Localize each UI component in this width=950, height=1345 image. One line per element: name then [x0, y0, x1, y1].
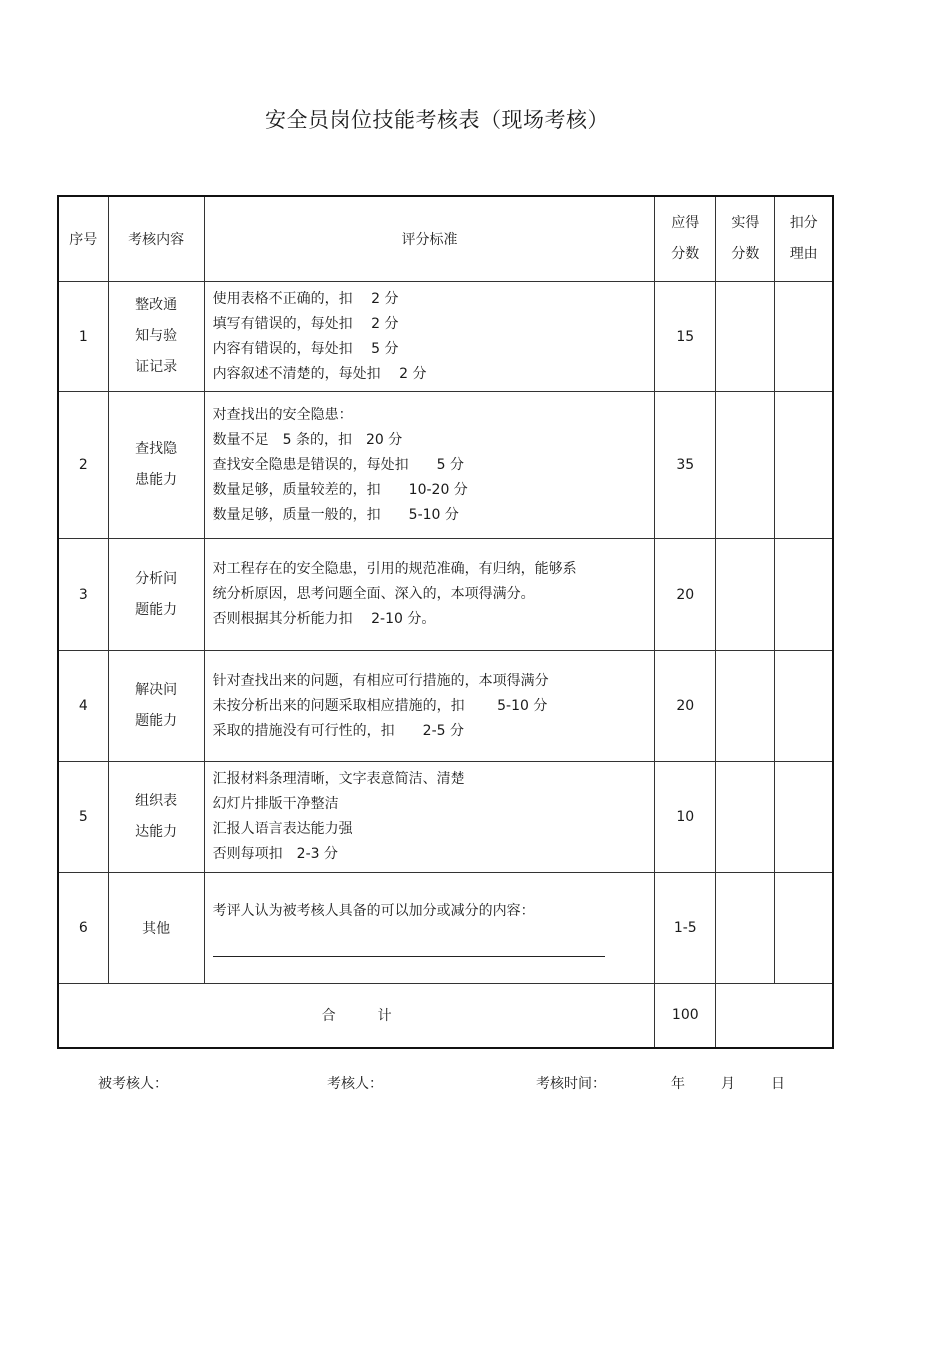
item-line: 分析问	[135, 570, 178, 587]
item-line: 证记录	[135, 359, 178, 375]
row-criteria	[204, 539, 655, 651]
row-item	[108, 539, 204, 651]
table-row	[58, 762, 833, 873]
row-score: 20	[655, 651, 716, 762]
deduction-reason-cell[interactable]	[775, 392, 833, 539]
actual-score-cell[interactable]	[716, 282, 775, 392]
criteria-line: 数量不足 5 条的，扣 20 分	[212, 431, 403, 448]
header-criteria: 评分标准	[204, 196, 655, 282]
row-score: 20	[655, 539, 716, 651]
item-line: 题能力	[135, 713, 178, 729]
examiner-label: 考核人：	[327, 1076, 383, 1092]
header-reason-line-1: 扣分	[789, 215, 818, 231]
row-item	[108, 392, 204, 539]
deduction-reason-cell[interactable]	[775, 651, 833, 762]
assessment-table	[57, 195, 834, 1049]
examinee-label: 被考核人：	[98, 1076, 168, 1092]
header-row	[58, 196, 833, 282]
total-label: 合 计	[58, 984, 655, 1048]
row-score: 10	[655, 762, 716, 873]
table-row	[58, 392, 833, 539]
header-score-line-1: 应得	[671, 215, 700, 231]
item-line: 达能力	[135, 824, 178, 840]
page-title: 安全员岗位技能考核表（现场考核）	[265, 108, 609, 132]
deduction-reason-cell[interactable]	[775, 282, 833, 392]
actual-score-cell[interactable]	[716, 873, 775, 984]
item-line: 题能力	[135, 601, 178, 618]
row-number: 5	[58, 762, 108, 873]
total-actual-cell[interactable]	[716, 984, 833, 1048]
item-line: 解决问	[135, 682, 178, 698]
row-criteria	[204, 282, 655, 392]
criteria-line: 填写有错误的，每处扣 2 分	[212, 315, 399, 332]
actual-score-cell[interactable]	[716, 392, 775, 539]
header-score-line-2: 分数	[671, 246, 700, 262]
row-number: 4	[58, 651, 108, 762]
table-row	[58, 873, 833, 984]
table-row	[58, 282, 833, 392]
actual-score-cell[interactable]	[716, 651, 775, 762]
row-score: 1-5	[655, 873, 716, 984]
month-label: 月	[721, 1076, 735, 1092]
criteria-line: 数量足够，质量一般的，扣 5-10 分	[212, 506, 459, 523]
criteria-line: 否则根据其分析能力扣 2-10 分。	[212, 611, 436, 627]
header-score	[655, 196, 716, 282]
criteria-line: 内容有错误的，每处扣 5 分	[212, 340, 399, 357]
criteria-line: 查找安全隐患是错误的，每处扣 5 分	[212, 456, 465, 473]
row-score: 15	[655, 282, 716, 392]
criteria-line: 幻灯片排版干净整洁	[212, 796, 339, 812]
item-line: 整改通	[135, 297, 178, 313]
criteria-line: 数量足够，质量较差的，扣 10-20 分	[212, 481, 468, 498]
row-number: 3	[58, 539, 108, 651]
row-score: 35	[655, 392, 716, 539]
deduction-reason-cell[interactable]	[775, 873, 833, 984]
table-row	[58, 539, 833, 651]
criteria-line: 汇报材料条理清晰，文字表意简洁、清楚	[212, 771, 465, 787]
row-item	[108, 282, 204, 392]
comment-write-line[interactable]	[213, 956, 605, 957]
row-item	[108, 651, 204, 762]
item-line: 知与验	[135, 328, 178, 344]
header-no: 序号	[58, 196, 108, 282]
deduction-reason-cell[interactable]	[775, 762, 833, 873]
item-line: 查找隐	[135, 441, 178, 457]
exam-time-label: 考核时间：	[536, 1076, 606, 1092]
total-row	[58, 984, 833, 1048]
header-actual	[716, 196, 775, 282]
item-line: 组织表	[135, 793, 178, 809]
criteria-line: 未按分析出来的问题采取相应措施的，扣 5-10 分	[212, 697, 548, 714]
signature-footer	[0, 1073, 950, 1093]
criteria-line: 内容叙述不清楚的，每处扣 2 分	[212, 365, 427, 382]
criteria-line: 针对查找出来的问题，有相应可行措施的，本项得满分	[212, 672, 549, 689]
criteria-line: 对查找出的安全隐患：	[212, 406, 353, 423]
actual-score-cell[interactable]	[716, 539, 775, 651]
header-actual-line-1: 实得	[731, 215, 760, 231]
criteria-line: 否则每项扣 2-3 分	[212, 846, 338, 862]
criteria-line: 统分析原因，思考问题全面、深入的，本项得满分。	[212, 586, 535, 602]
deduction-reason-cell[interactable]	[775, 539, 833, 651]
row-number: 6	[58, 873, 108, 984]
criteria-line: 汇报人语言表达能力强	[212, 821, 353, 837]
header-reason	[775, 196, 833, 282]
criteria-line: 对工程存在的安全隐患，引用的规范准确，有归纳，能够系	[212, 561, 577, 577]
year-label: 年	[671, 1076, 685, 1092]
row-criteria	[204, 392, 655, 539]
header-reason-line-2: 理由	[789, 246, 818, 262]
total-score: 100	[655, 984, 716, 1048]
criteria-line: 考评人认为被考核人具备的可以加分或减分的内容：	[212, 903, 535, 919]
row-criteria	[204, 651, 655, 762]
item-line: 患能力	[135, 472, 178, 488]
row-item: 其他	[108, 873, 204, 984]
criteria-line: 使用表格不正确的，扣 2 分	[212, 290, 399, 307]
row-criteria	[204, 762, 655, 873]
table-row	[58, 651, 833, 762]
row-number: 1	[58, 282, 108, 392]
row-number: 2	[58, 392, 108, 539]
criteria-line: 采取的措施没有可行性的，扣 2-5 分	[212, 722, 464, 739]
header-actual-line-2: 分数	[731, 246, 760, 262]
row-criteria	[204, 873, 655, 984]
row-item	[108, 762, 204, 873]
header-content: 考核内容	[108, 196, 204, 282]
actual-score-cell[interactable]	[716, 762, 775, 873]
day-label: 日	[771, 1076, 785, 1092]
